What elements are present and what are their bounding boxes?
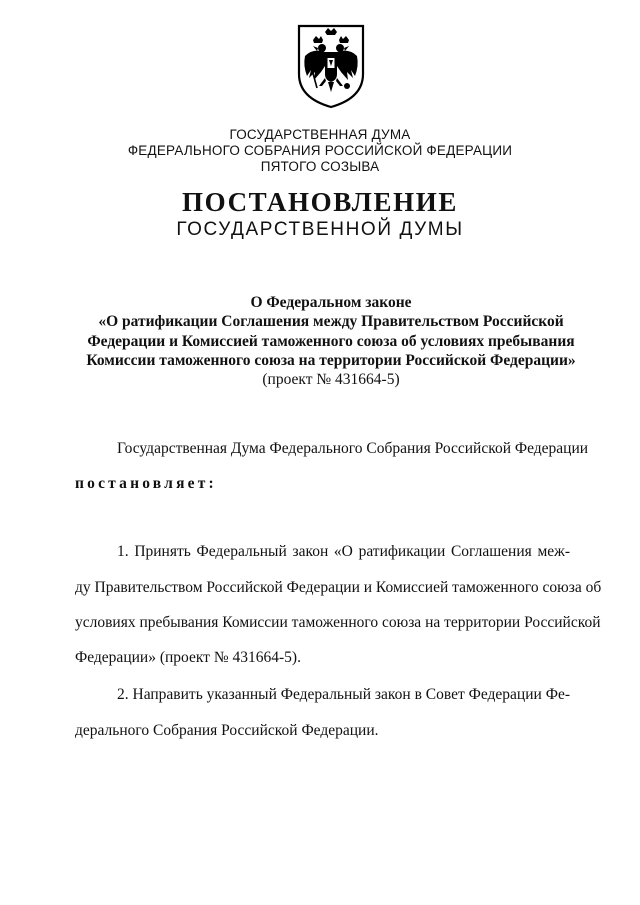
item-2-line-2: дерального Собрания Российской Федерации.	[75, 722, 379, 739]
subject-line-1: О Федеральном законе	[250, 294, 412, 311]
state-emblem-icon	[295, 22, 367, 110]
item-1-line-3: условиях пребывания Комиссии таможенного союза на территории Российской	[75, 614, 601, 631]
item-1-line-4: Федерации» (проект № 431664-5).	[75, 649, 301, 666]
header-line-2: ФЕДЕРАЛЬНОГО СОБРАНИЯ РОССИЙСКОЙ ФЕДЕРАЦИИ	[127, 143, 513, 158]
item-1-line-1: 1. Принять Федеральный закон «О ратификации Соглашения меж-	[117, 543, 570, 560]
preamble-text: Государственная Дума Федерального Собрания Российской Федерации	[117, 440, 589, 457]
subject-line-4: Комиссии таможенного союза на территории Российской Федерации»	[86, 352, 576, 369]
subject-line-2: «О ратификации Соглашения между Правительством Российской	[98, 313, 564, 330]
header-line-1: ГОСУДАРСТВЕННАЯ ДУМА	[229, 127, 411, 142]
subject-line-3: Федерации и Комиссией таможенного союза об условиях пребывания	[87, 333, 575, 350]
document-organ-title: ГОСУДАРСТВЕННОЙ ДУМЫ	[176, 219, 464, 240]
decides-word: постановляет:	[75, 475, 217, 492]
header-line-3: ПЯТОГО СОЗЫВА	[260, 159, 380, 174]
item-2-line-1: 2. Направить указанный Федеральный закон в Совет Федерации Фе-	[117, 686, 570, 703]
document-type-title: ПОСТАНОВЛЕНИЕ	[182, 187, 458, 217]
item-1-line-2: ду Правительством Российской Федерации и Комиссией таможенного союза об	[75, 579, 602, 596]
subject-project-number: (проект № 431664-5)	[262, 371, 400, 388]
